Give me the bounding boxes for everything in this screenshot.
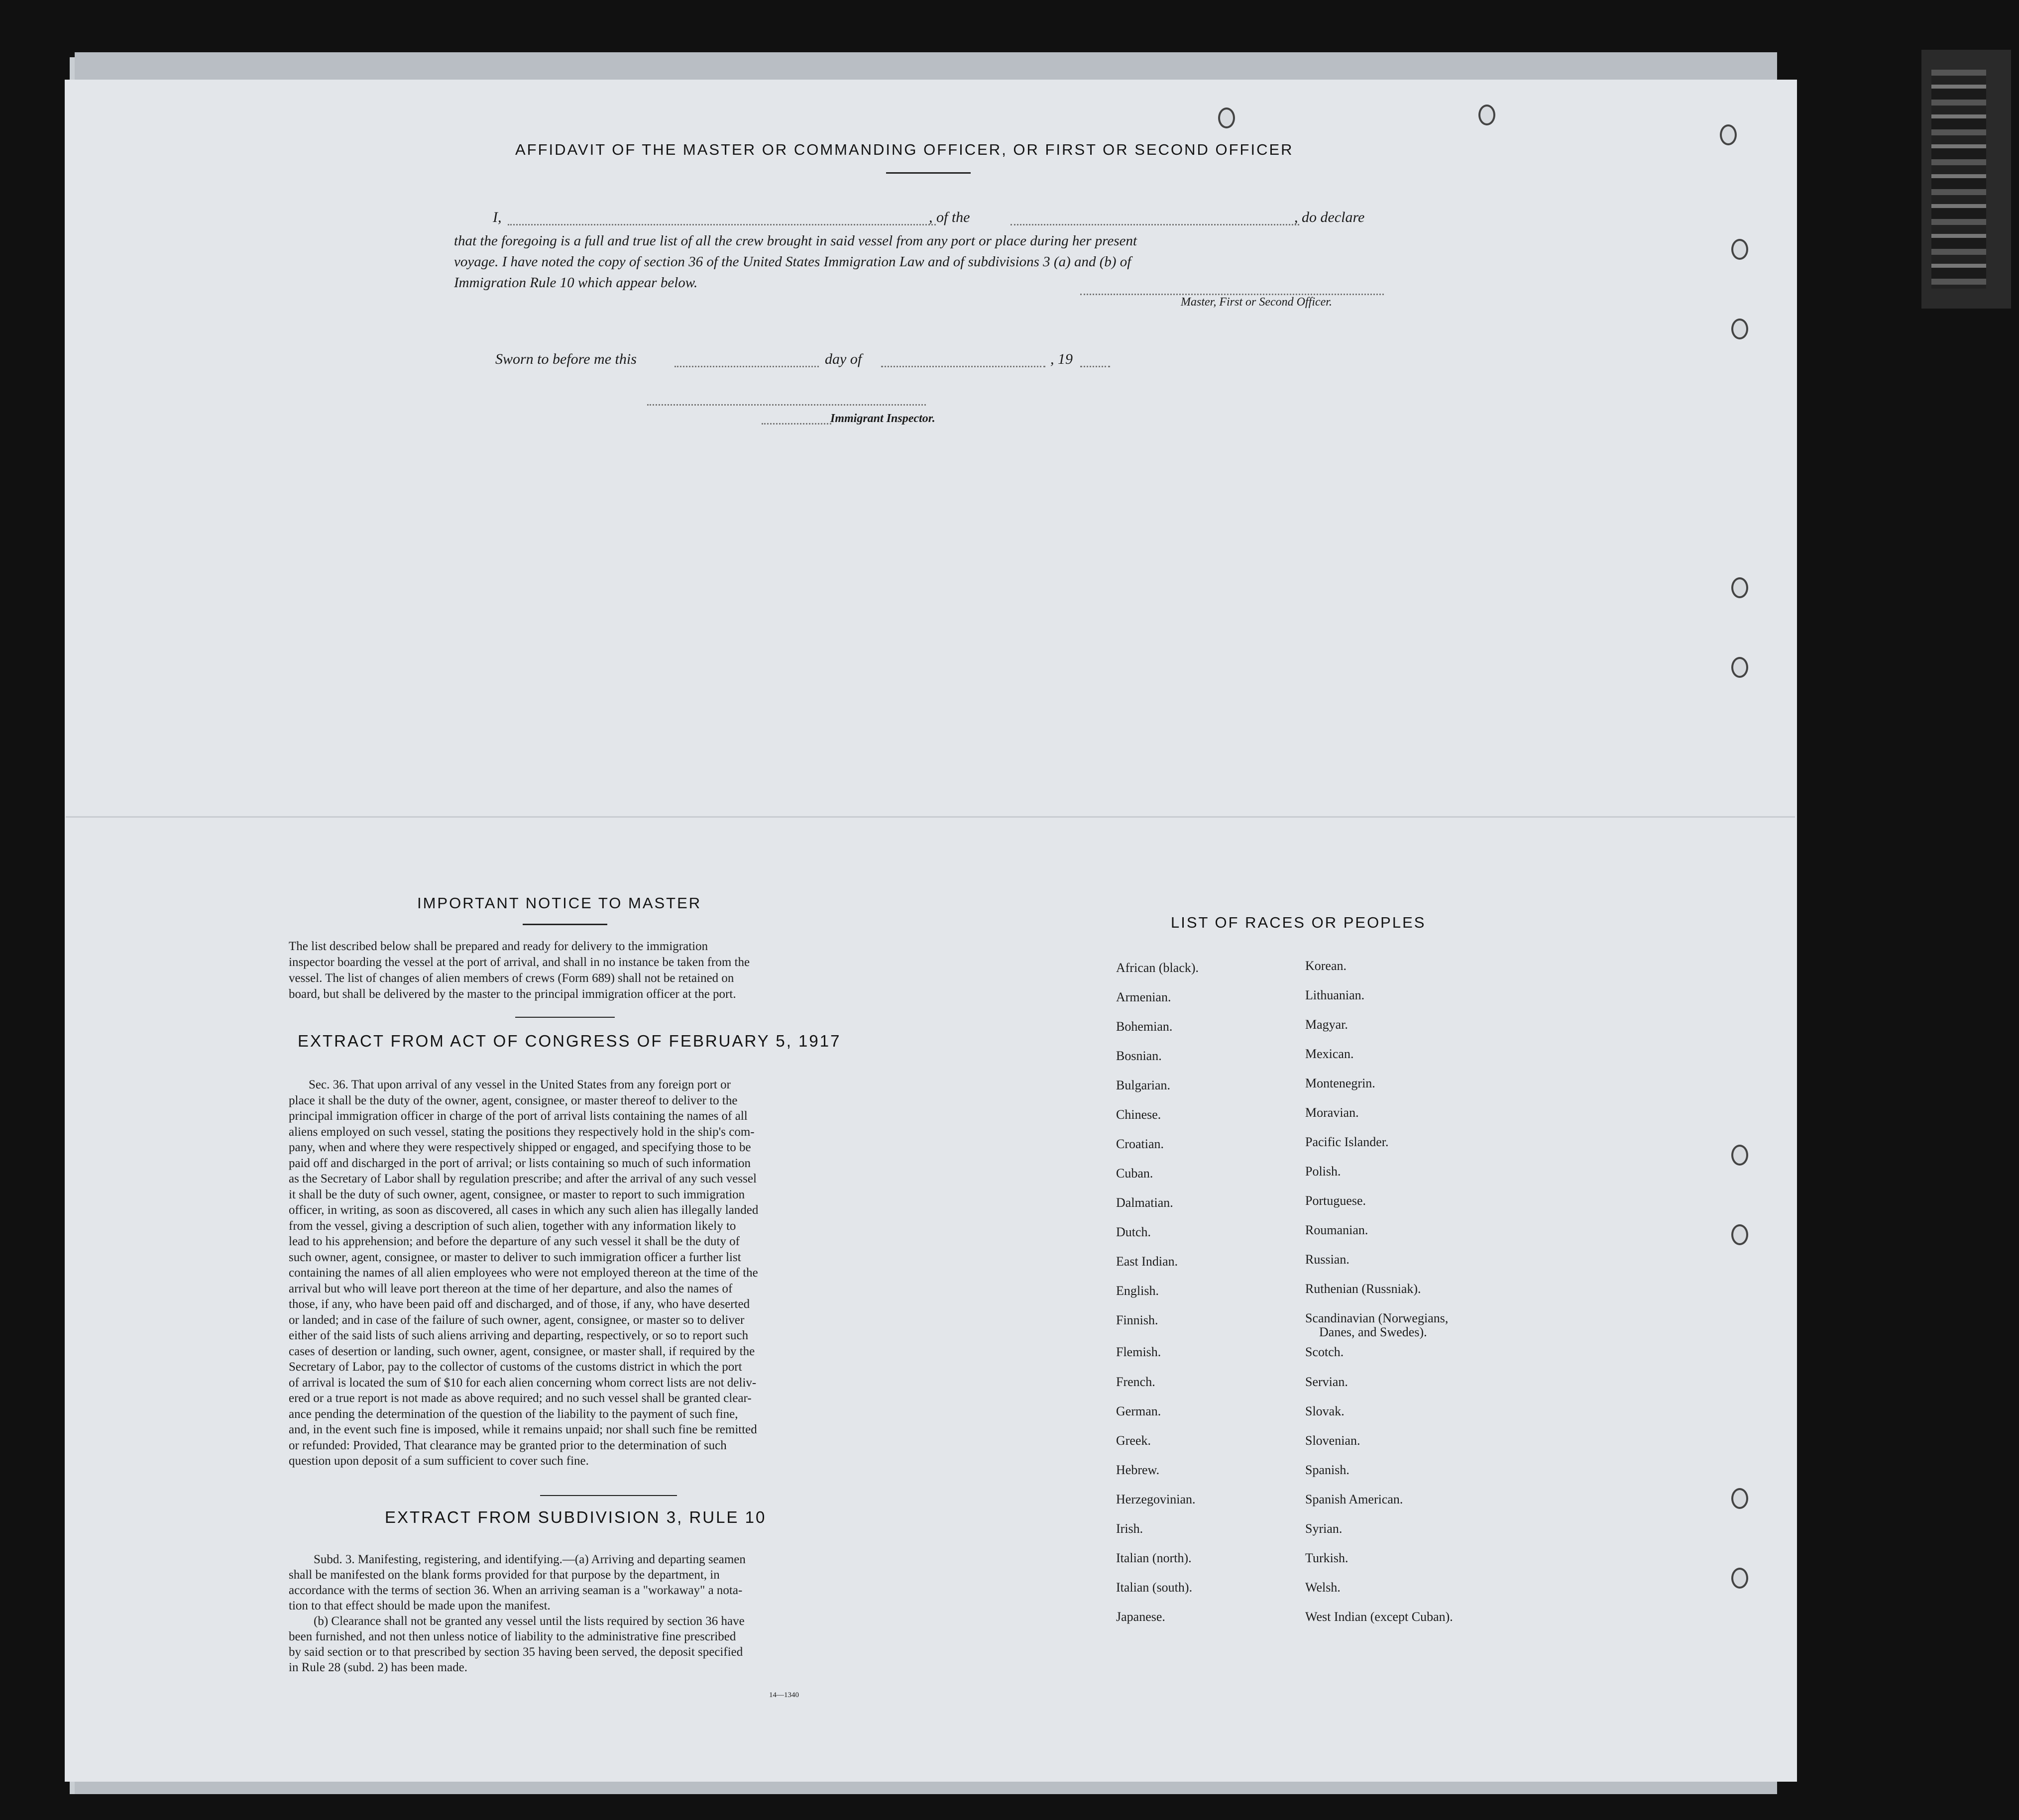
- act-line: Sec. 36. That upon arrival of any vessel in the United States from any foreign port or: [309, 1078, 731, 1091]
- sworn-day-blank[interactable]: [674, 366, 819, 367]
- notice-line: The list described below shall be prepared and ready for delivery to the immigration: [289, 940, 708, 953]
- act-line: as the Secretary of Labor shall by regulation prescribe; and after the arrival of any such vessel: [289, 1172, 757, 1185]
- punch-hole: [1731, 1568, 1748, 1589]
- notice-text: [289, 939, 851, 1002]
- title-rule: [886, 172, 971, 174]
- inspector-signature-blank[interactable]: [647, 404, 926, 406]
- sworn-day-of: day of: [825, 351, 862, 367]
- act-line: or landed; and in case of the failure of such owner, agent, consignee, or master so to deliver: [289, 1313, 745, 1327]
- race-item: Spanish American.: [1305, 1492, 1403, 1506]
- races-title: LIST OF RACES OR PEOPLES: [1171, 914, 1426, 931]
- act-line: either of the said lists of such aliens arriving and departing, respectively, or so to report such: [289, 1329, 749, 1342]
- rule-title: EXTRACT FROM SUBDIVISION 3, RULE 10: [385, 1508, 767, 1526]
- sworn-text: Sworn to before me this: [495, 351, 637, 367]
- punch-hole: [1731, 1145, 1748, 1166]
- sworn-year: , 19: [1050, 351, 1073, 367]
- rule-line: by said section or to that prescribed by section 35 having been served, the deposit specified: [289, 1645, 743, 1659]
- race-item: Welsh.: [1305, 1580, 1341, 1595]
- punch-hole: [1218, 107, 1235, 128]
- race-item: Chinese.: [1116, 1107, 1161, 1122]
- race-item: Bohemian.: [1116, 1019, 1173, 1034]
- master-signature-blank[interactable]: [1080, 294, 1384, 295]
- race-item: Italian (south).: [1116, 1580, 1193, 1595]
- inspector-label: Immigrant Inspector.: [830, 412, 935, 425]
- punch-hole: [1731, 1488, 1748, 1509]
- race-item: Servian.: [1305, 1375, 1348, 1389]
- race-item: Ruthenian (Russniak).: [1305, 1282, 1421, 1296]
- inspector-dots: [762, 423, 831, 425]
- act-line: officer, in writing, as soon as discovered, all cases in which any such alien has illegally landed: [289, 1203, 759, 1217]
- rule-line: Subd. 3. Manifesting, registering, and identifying.—(a) Arriving and departing seamen: [314, 1553, 746, 1566]
- race-item: Roumanian.: [1305, 1223, 1368, 1237]
- act-line: paid off and discharged in the port of arrival; or lists containing so much of such information: [289, 1156, 751, 1170]
- act-line: question upon deposit of a sum sufficient to cover such fine.: [289, 1454, 589, 1468]
- race-item: Slovak.: [1305, 1404, 1345, 1418]
- race-item: East Indian.: [1116, 1254, 1178, 1269]
- race-item: Dalmatian.: [1116, 1195, 1173, 1210]
- race-item: German.: [1116, 1404, 1161, 1418]
- race-item: Japanese.: [1116, 1609, 1165, 1624]
- race-item: Russian.: [1305, 1252, 1349, 1267]
- affidavit-line4: Immigration Rule 10 which appear below.: [454, 275, 698, 291]
- act-line: of arrival is located the sum of $10 for each alien concerning whom correct lists are not deliv-: [289, 1376, 757, 1390]
- form-number: 14—1340: [769, 1691, 799, 1699]
- race-item: Armenian.: [1116, 990, 1171, 1004]
- act-line: aliens employed on such vessel, stating the positions they respectively hold in the ship's com-: [289, 1125, 755, 1139]
- race-item: Flemish.: [1116, 1345, 1161, 1359]
- race-item: Greek.: [1116, 1433, 1151, 1448]
- notice-line: vessel. The list of changes of alien members of crews (Form 689) shall not be retained on: [289, 971, 734, 985]
- affidavit-line3: voyage. I have noted the copy of section 36 of the United States Immigration Law and of subdivisions 3 (a) and (b) of: [454, 254, 1131, 270]
- punch-hole: [1731, 657, 1748, 678]
- rule-line: tion to that effect should be made upon the manifest.: [289, 1599, 551, 1612]
- act-title: EXTRACT FROM ACT OF CONGRESS OF FEBRUARY 5, 1917: [298, 1032, 841, 1050]
- affidavit-line1-mid: , of the: [929, 209, 970, 225]
- race-item: Spanish.: [1305, 1463, 1349, 1477]
- affidavit-line1-end: , do declare: [1294, 209, 1365, 225]
- act-line: it shall be the duty of such owner, agent, consignee, or master to report to such immigration: [289, 1187, 745, 1201]
- act-line: from the vessel, giving a description of such alien, together with any information likely to: [289, 1219, 736, 1233]
- document-page: [65, 80, 1797, 1782]
- race-item: English.: [1116, 1284, 1159, 1298]
- race-item: Dutch.: [1116, 1225, 1151, 1239]
- punch-hole: [1731, 1224, 1748, 1245]
- race-item: Montenegrin.: [1305, 1076, 1375, 1090]
- act-line: ered or a true report is not made as above required; and no such vessel shall be granted clear-: [289, 1392, 752, 1405]
- affidavit-title: AFFIDAVIT OF THE MASTER OR COMMANDING OFFICER, OR FIRST OR SECOND OFFICER: [515, 141, 1294, 158]
- act-line: cases of desertion or landing, such owner, agent, consignee, or master shall, if required by the: [289, 1344, 755, 1358]
- notice-line: board, but shall be delivered by the master to the principal immigration officer at the port.: [289, 987, 736, 1001]
- race-item: Bulgarian.: [1116, 1078, 1171, 1092]
- act-line: such owner, agent, consignee, or master to deliver to such immigration officer a further list: [289, 1250, 741, 1264]
- vessel-blank[interactable]: [1010, 224, 1299, 225]
- act-text: [289, 1077, 851, 1469]
- rule-line: (b) Clearance shall not be granted any vessel until the lists required by section 36 have: [314, 1614, 745, 1628]
- punch-hole: [1731, 319, 1748, 339]
- act-line: pany, when and where they were respectively shipped or engaged, and specifying those to be: [289, 1141, 751, 1154]
- race-item: Herzegovinian.: [1116, 1492, 1196, 1506]
- race-item: Hebrew.: [1116, 1463, 1160, 1477]
- notice-line: inspector boarding the vessel at the port of arrival, and shall in no instance be taken from the: [289, 956, 750, 969]
- punch-hole: [1731, 239, 1748, 260]
- race-item: Cuban.: [1116, 1166, 1153, 1180]
- notice-title: IMPORTANT NOTICE TO MASTER: [417, 894, 702, 912]
- notice-divider: [515, 1017, 615, 1018]
- rule-line: accordance with the terms of section 36. When an arriving seaman is a "workaway" a nota-: [289, 1584, 743, 1597]
- punch-hole: [1720, 124, 1737, 145]
- binding-texture: [1931, 70, 1986, 289]
- race-item: Slovenian.: [1305, 1433, 1360, 1448]
- race-item: Moravian.: [1305, 1105, 1359, 1120]
- act-line: ance pending the determination of the question of the liability to the payment of such fine,: [289, 1407, 738, 1421]
- race-item: Finnish.: [1116, 1313, 1158, 1327]
- act-line: principal immigration officer in charge of the port of arrival lists containing the names of all: [289, 1109, 748, 1123]
- race-item: West Indian (except Cuban).: [1305, 1609, 1453, 1624]
- race-item-continuation: Danes, and Swedes).: [1319, 1325, 1427, 1339]
- sworn-year-blank[interactable]: [1080, 366, 1110, 367]
- race-item: Scandinavian (Norwegians,: [1305, 1311, 1449, 1325]
- act-line: those, if any, who have been paid off and discharged, and of those, if any, who have deserted: [289, 1297, 750, 1311]
- act-line: place it shall be the duty of the owner, agent, consignee, or master thereof to deliver to the: [289, 1093, 738, 1107]
- punch-hole: [1731, 577, 1748, 598]
- race-item: Croatian.: [1116, 1137, 1164, 1151]
- page-fold-line: [66, 816, 1795, 818]
- act-line: lead to his apprehension; and before the departure of any such vessel it shall be the duty of: [289, 1235, 740, 1248]
- act-line: arrival but who will leave port thereon at the time of her departure, and also the names of: [289, 1282, 733, 1295]
- race-item: Mexican.: [1305, 1047, 1354, 1061]
- race-item: French.: [1116, 1375, 1155, 1389]
- race-item: Polish.: [1305, 1164, 1341, 1178]
- race-item: African (black).: [1116, 961, 1199, 975]
- race-item: Syrian.: [1305, 1521, 1343, 1536]
- sworn-month-blank[interactable]: [881, 366, 1045, 367]
- name-blank[interactable]: [508, 224, 936, 225]
- race-item: Lithuanian.: [1305, 988, 1365, 1002]
- punch-hole: [1478, 105, 1495, 125]
- race-item: Korean.: [1305, 959, 1347, 973]
- act-line: or refunded: Provided, That clearance may be granted prior to the determination of such: [289, 1438, 727, 1452]
- master-signature-label: Master, First or Second Officer.: [1181, 296, 1332, 309]
- affidavit-line2: that the foregoing is a full and true list of all the crew brought in said vessel from any port or place during her present: [454, 233, 1137, 249]
- race-item: Italian (north).: [1116, 1551, 1192, 1565]
- rule-text: [289, 1552, 851, 1675]
- act-line: containing the names of all alien employees who were not employed thereon at the time of the: [289, 1266, 758, 1280]
- act-line: Secretary of Labor, pay to the collector of customs of the customs district in which the port: [289, 1360, 742, 1374]
- act-line: and, in the event such fine is imposed, while it remains unpaid; nor shall such fine be remitted: [289, 1423, 757, 1436]
- race-item: Turkish.: [1305, 1551, 1348, 1565]
- act-divider: [540, 1495, 677, 1496]
- rule-line: been furnished, and not then unless notice of liability to the administrative fine prescribed: [289, 1630, 736, 1643]
- rule-line: in Rule 28 (subd. 2) has been made.: [289, 1661, 467, 1674]
- race-item: Magyar.: [1305, 1017, 1348, 1032]
- race-item: Pacific Islander.: [1305, 1135, 1389, 1149]
- race-item: Irish.: [1116, 1521, 1143, 1536]
- race-item: Portuguese.: [1305, 1193, 1366, 1208]
- affidavit-line1-start: I,: [493, 209, 502, 225]
- race-item: Bosnian.: [1116, 1049, 1162, 1063]
- rule-line: shall be manifested on the blank forms provided for that purpose by the department, in: [289, 1568, 720, 1582]
- notice-rule: [523, 924, 607, 925]
- race-item: Scotch.: [1305, 1345, 1344, 1359]
